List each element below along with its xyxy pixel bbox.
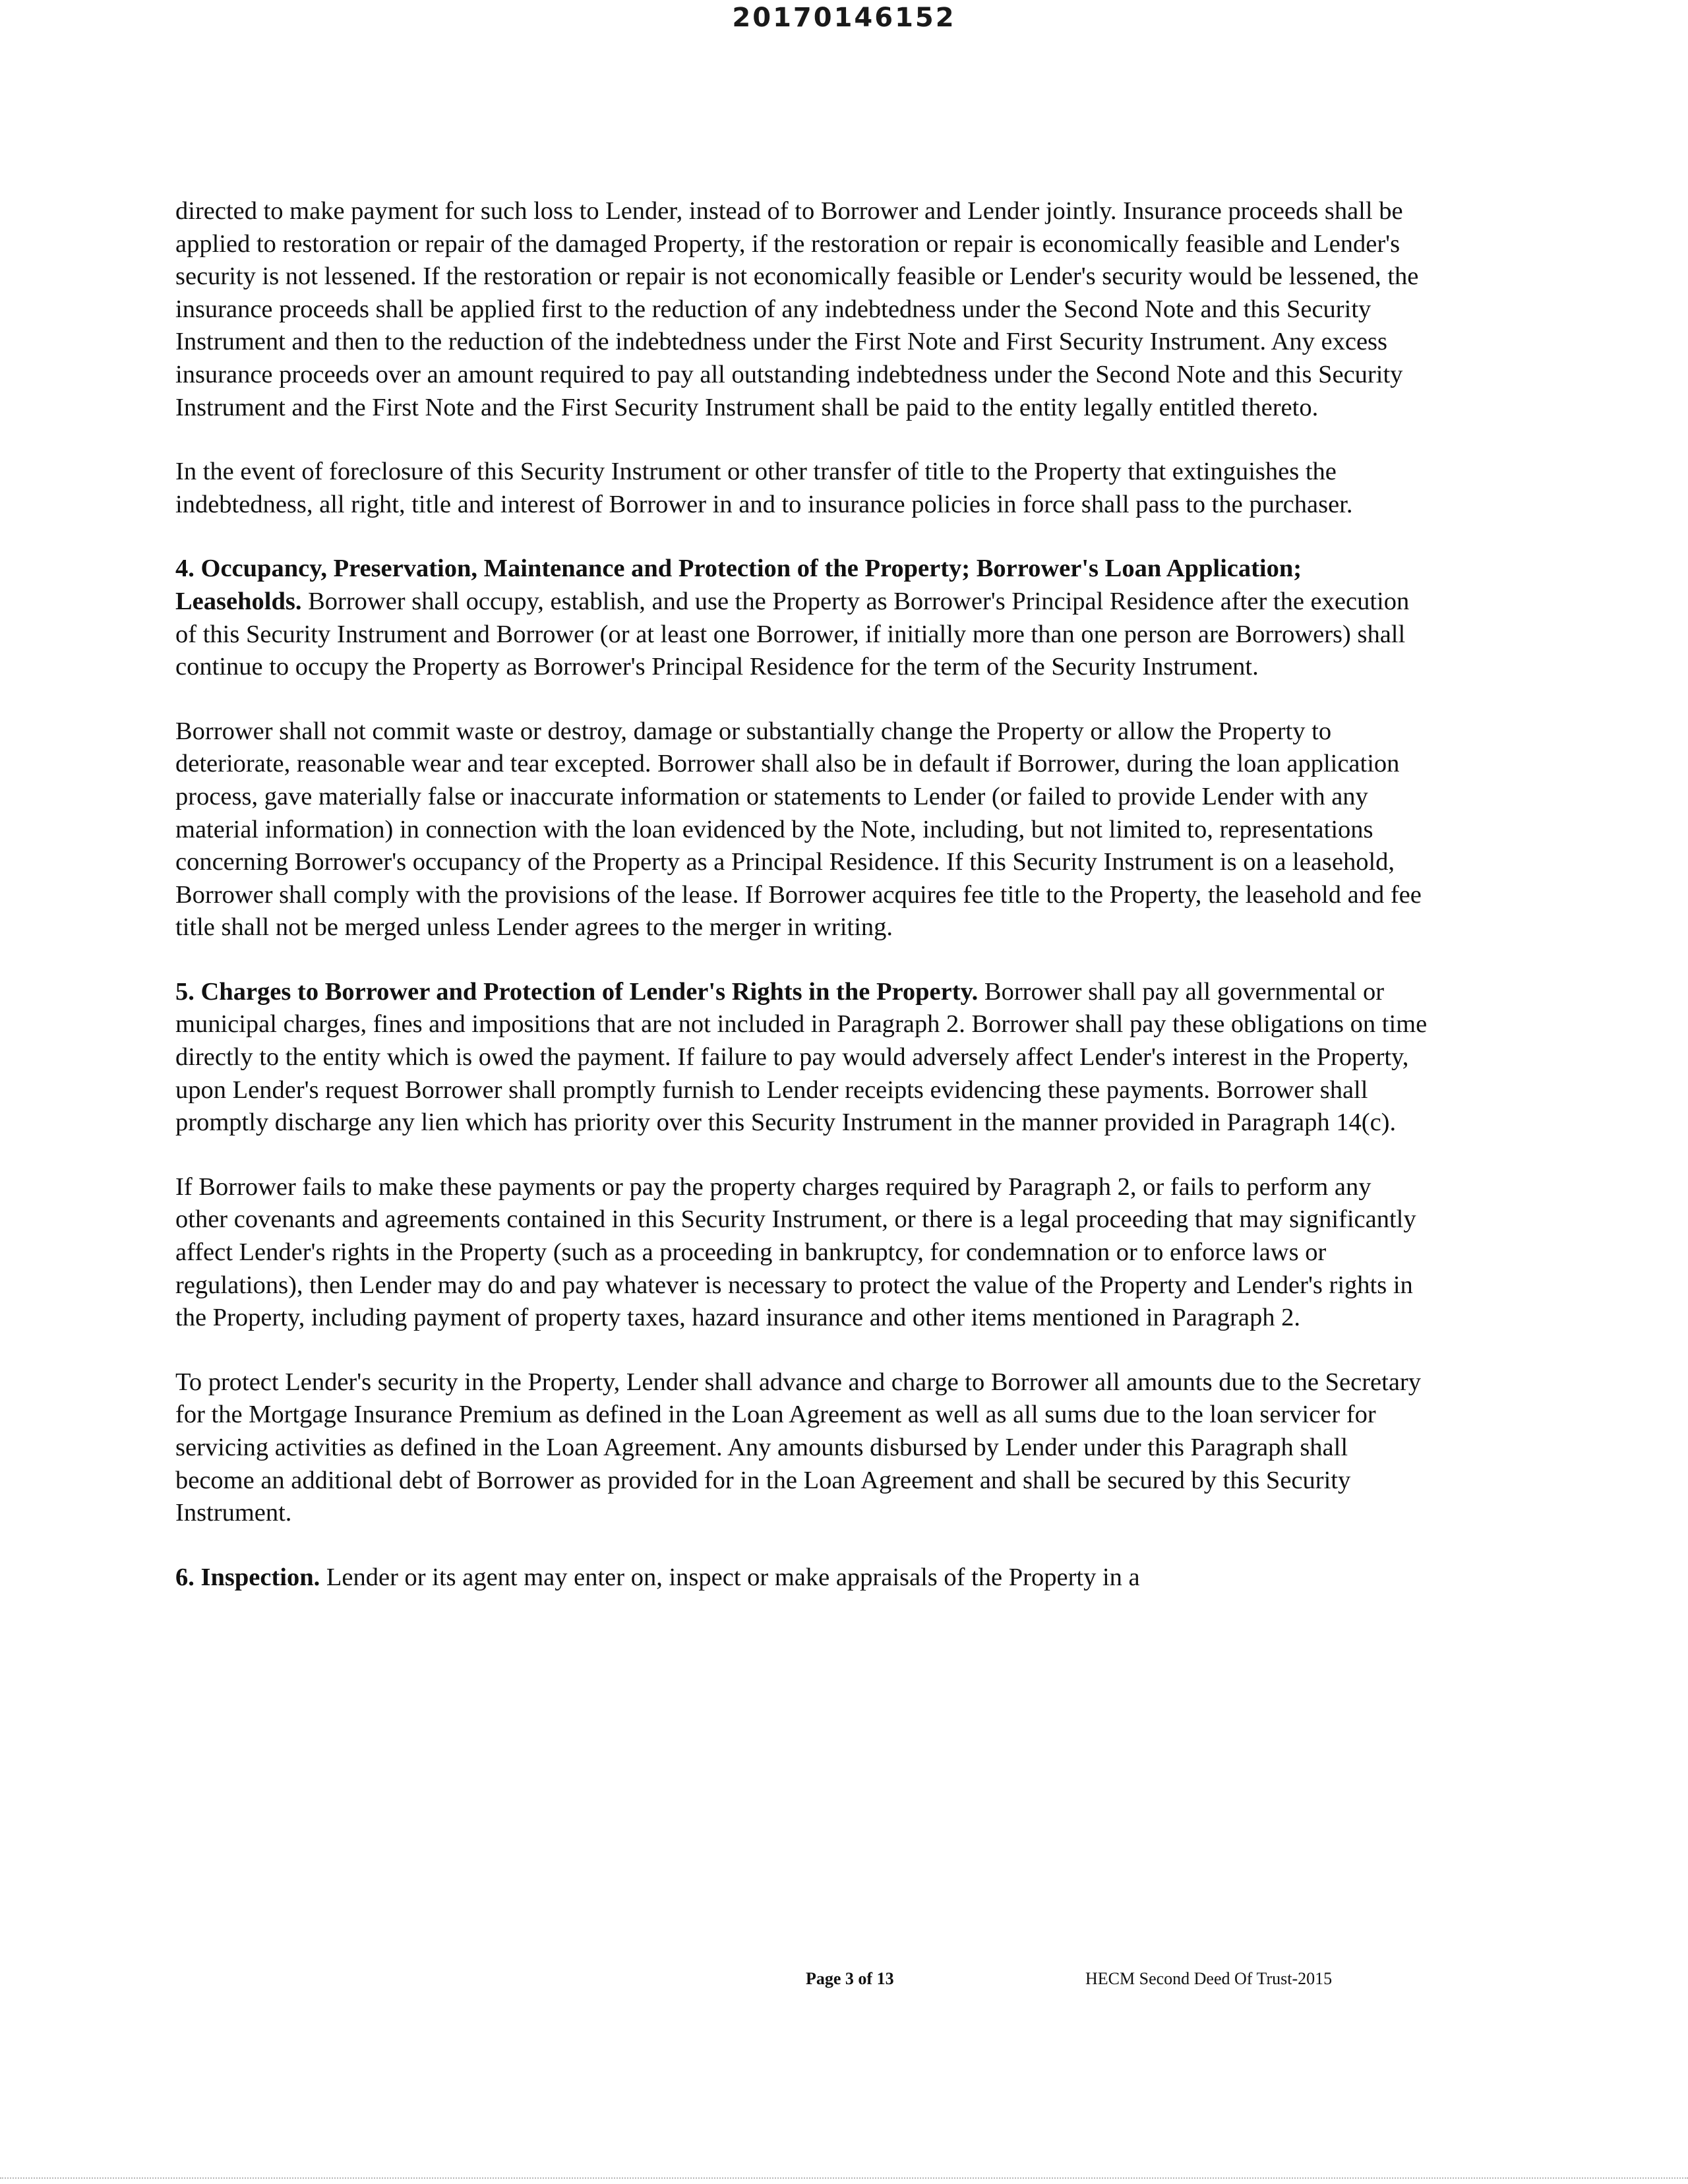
paragraph-borrower-fails [175,1171,1428,1335]
paragraph-waste-default [175,715,1428,944]
document-body [175,195,1428,1625]
paragraph-text: If Borrower fails to make these payments or pay the property charges required by Paragraph 2, or fails to perform any other covenants and agreements contained in this Security Instrument, or there is a legal proceeding that may significantly affect Lender's rights in the Property (such as a proceeding in bankruptcy, for condemnation or to enforce laws or regulations), then Lender may do and pay whatever is necessary to protect the value of the Property and Lender's rights in the Property, including payment of property taxes, hazard insurance and other items mentioned in Paragraph 2. [175,1172,1416,1332]
paragraph-text: Lender or its agent may enter on, inspect or make appraisals of the Property in a [320,1563,1140,1591]
paragraph-protect-security [175,1366,1428,1530]
paragraph-foreclosure-transfer [175,456,1428,521]
section-5-charges [175,976,1428,1139]
section-6-inspection [175,1562,1428,1594]
section-heading: 5. Charges to Borrower and Protection of Lender's Rights in the Property. [175,977,979,1006]
section-4-occupancy [175,553,1428,683]
page-footer [0,1969,1688,1995]
paragraph-text: directed to make payment for such loss to Lender, instead of to Borrower and Lender jointly. Insurance proceeds shall be applied to restoration or repair of the damaged Property, if the restoration or repair is economically feasible and Lender's security is not lessened. If the restoration or repair is not economically feasible or Lender's security would be lessened, the insurance proceeds shall be applied first to the reduction of any indebtedness under the Second Note and this Security Instrument and then to the reduction of the indebtedness under the First Note and First Security Instrument. Any excess insurance proceeds over an amount required to pay all outstanding indebtedness under the Second Note and this Security Instrument and the First Note and the First Security Instrument shall be paid to the entity legally entitled thereto. [175,197,1419,421]
paragraph-text: Borrower shall not commit waste or destroy, damage or substantially change the Property or allow the Property to deteriorate, reasonable wear and tear excepted. Borrower shall also be in default if Borrower, during the loan application process, gave materially false or inaccurate information or statements to Lender (or failed to provide Lender with any material information) in connection with the loan evidenced by the Note, including, but not limited to, representations concerning Borrower's occupancy of the Property as a Principal Residence. If this Security Instrument is on a leasehold, Borrower shall comply with the provisions of the lease. If Borrower acquires fee title to the Property, the leasehold and fee title shall not be merged unless Lender agrees to the merger in writing. [175,717,1422,942]
form-title: HECM Second Deed Of Trust-2015 [1085,1969,1333,1988]
paragraph-text: To protect Lender's security in the Property, Lender shall advance and charge to Borrower all amounts due to the Secretary for the Mortgage Insurance Premium as defined in the Loan Agreement as well as all sums due to the loan servicer for servicing activities as defined in the Loan Agreement. Any amounts disbursed by Lender under this Paragraph shall become an additional debt of Borrower as provided for in the Loan Agreement and shall be secured by this Security Instrument. [175,1368,1422,1527]
section-heading: 6. Inspection. [175,1563,320,1591]
paragraph-text: In the event of foreclosure of this Security Instrument or other transfer of title to the Property that extinguishes the indebtedness, all right, title and interest of Borrower in and to insurance policies in force shall pass to the purchaser. [175,458,1353,518]
recording-number: 20170146152 [732,3,956,33]
paragraph-text: Borrower shall pay all governmental or municipal charges, fines and impositions that are not included in Paragraph 2. Borrower shall pay these obligations on time directly to the entity which is owed the payment. If failure to pay would adversely affect Lender's interest in the Property, upon Lender's request Borrower shall promptly furnish to Lender receipts evidencing these payments. Borrower shall promptly discharge any lien which has priority over this Security Instrument in the manner provided in Paragraph 14(c). [175,977,1428,1137]
section-heading: 4. Occupancy, Preservation, Maintenance and Protection of the Property; Borrower's Loan Application; Leaseholds. [175,555,1302,615]
paragraph-text: Borrower shall occupy, establish, and use the Property as Borrower's Principal Residence after the execution of this Security Instrument and Borrower (or at least one Borrower, if initially more than one person are Borrowers) shall continue to occupy the Property as Borrower's Principal Residence for the term of the Security Instrument. [175,587,1410,681]
page-number: Page 3 of 13 [806,1969,894,1988]
scan-edge-artifact [0,2177,1688,2181]
paragraph-insurance-proceeds [175,195,1428,424]
